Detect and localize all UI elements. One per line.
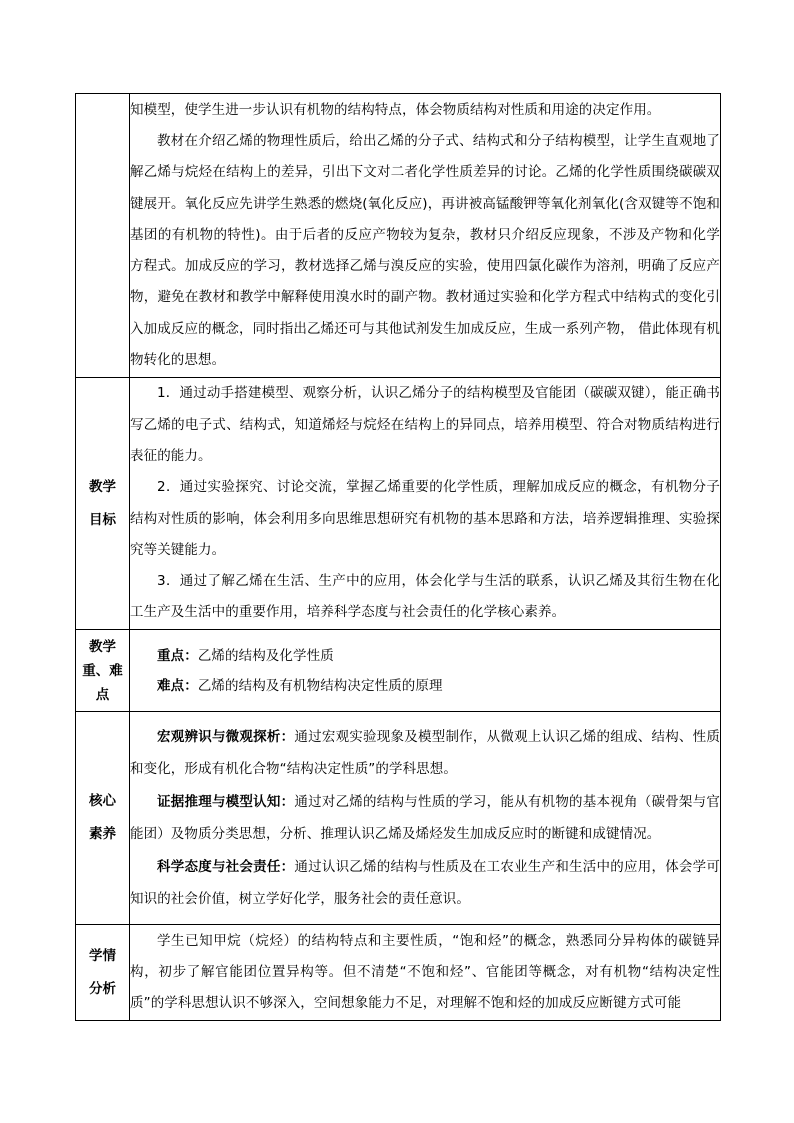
label-line: 学情 <box>89 947 116 964</box>
table-row-key-points <box>76 630 721 712</box>
material-paragraph-1: 知模型，使学生进一步认识有机物的结构特点，体会物质结构对性质和用途的决定作用。 <box>130 101 661 118</box>
difficult-point-text: 乙烯的结构及有机物结构决定性质的原理 <box>197 677 443 694</box>
row-label-material <box>76 94 130 378</box>
objective-item-1: 1．通过动手搭建模型、观察分析，认识乙烯分子的结构模型及官能团（碳碳双键），能正确书写乙烯的电子式、结构式，知道烯烃与烷烃在结构上的异同点，培养用模型、符合对物质结构进行表征的能力。 <box>130 385 720 464</box>
label-line: 教学 <box>89 638 116 655</box>
label-line: 核心 <box>89 793 116 809</box>
label-line: 素养 <box>89 826 116 842</box>
key-point <box>130 641 720 671</box>
literacy-item-title: 科学态度与社会责任： <box>157 858 295 875</box>
table-row-material <box>76 94 721 378</box>
label-line: 教学 <box>89 478 116 495</box>
analysis-content <box>130 925 721 1021</box>
key-point-text: 乙烯的结构及化学性质 <box>197 647 334 664</box>
key-points-content <box>130 630 721 712</box>
row-label-objectives <box>76 378 130 630</box>
literacy-item-1 <box>130 721 720 786</box>
material-paragraph-2: 教材在介绍乙烯的物理性质后，给出乙烯的分子式、结构式和分子结构模型，让学生直观地了解乙烯与烷烃在结构上的差异，引出下文对二者化学性质差异的讨论。乙烯的化学性质围绕碳碳双键展开。氧化反应先讲学生熟悉的燃烧(氧化反应)，再讲被高锰酸钾等氧化剂氧化(含双键等不饱和基团的有机物的特性)。由于后者的反应产物较为复杂，教材只介绍反应现象，不涉及产物和化学方程式。加成反应的学习，教材选择乙烯与溴反应的实验，使用四氯化碳作为溶剂，明确了反应产物，避免在教材和教学中解释使用溴水时的副产物。教材通过实验和化学方程式中结构式的变化引入加成反应的概念，同时指出乙烯还可与其他试剂发生加成反应，生成一系列产物， 借此体现有机物转化的思想。 <box>130 132 720 369</box>
row-label-analysis <box>76 925 130 1021</box>
objective-item-3: 3．通过了解乙烯在生活、生产中的应用，体会化学与生活的联系，认识乙烯及其衍生物在化工生产及生活中的重要作用，培养科学态度与社会责任的化学核心素养。 <box>130 573 720 621</box>
table-row-analysis <box>76 925 721 1021</box>
label-line: 目标 <box>89 511 116 528</box>
literacy-content <box>130 712 721 925</box>
literacy-item-2 <box>130 786 720 851</box>
label-line: 点 <box>95 686 110 703</box>
row-label-literacy <box>76 712 130 925</box>
difficult-point <box>130 671 720 701</box>
objectives-content <box>130 378 721 630</box>
literacy-item-text: 通过对乙烯的结构与性质的学习，能从有机物的基本视角（碳骨架与官能团）及物质分类思想，分析、推理认识乙烯及烯烃发生加成反应时的断键和成键情况。 <box>130 793 721 842</box>
analysis-paragraph: 学生已知甲烷（烷烃）的结构特点和主要性质，“饱和烃”的概念，熟悉同分异构体的碳链异构，初步了解官能团位置异构等。但不清楚“不饱和烃”、官能团等概念，对有机物“结构决定性质”的学科思想认识不够深入，空间想象能力不足，对理解不饱和烃的加成反应断键方式可能 <box>130 932 720 1012</box>
table-row-literacy <box>76 712 721 925</box>
key-point-title: 重点： <box>157 647 198 664</box>
objective-item-2: 2．通过实验探究、讨论交流，掌握乙烯重要的化学性质，理解加成反应的概念，有机物分子结构对性质的影响，体会利用多向思维思想研究有机物的基本思路和方法，培养逻辑推理、实验探究等关键能力。 <box>130 479 720 558</box>
label-line: 重、难 <box>82 662 123 679</box>
literacy-item-title: 宏观辨识与微观探析： <box>157 728 295 745</box>
literacy-item-3 <box>130 851 720 916</box>
literacy-item-title: 证据推理与模型认知： <box>157 793 295 810</box>
row-label-key-points <box>76 630 130 712</box>
literacy-item-text: 通过宏观实验现象及模型制作，从微观上认识乙烯的组成、结构、性质和变化，形成有机化合物“结构决定性质”的学科思想。 <box>130 728 721 777</box>
material-content <box>130 94 721 378</box>
label-line: 分析 <box>89 980 116 997</box>
table-row-objectives <box>76 378 721 630</box>
literacy-item-text: 通过认识乙烯的结构与性质及在工农业生产和生活中的应用，体会学可知识的社会价值，树立学好化学，服务社会的责任意识。 <box>130 858 721 907</box>
lesson-plan-table <box>75 93 721 1021</box>
difficult-point-title: 难点： <box>157 677 198 694</box>
